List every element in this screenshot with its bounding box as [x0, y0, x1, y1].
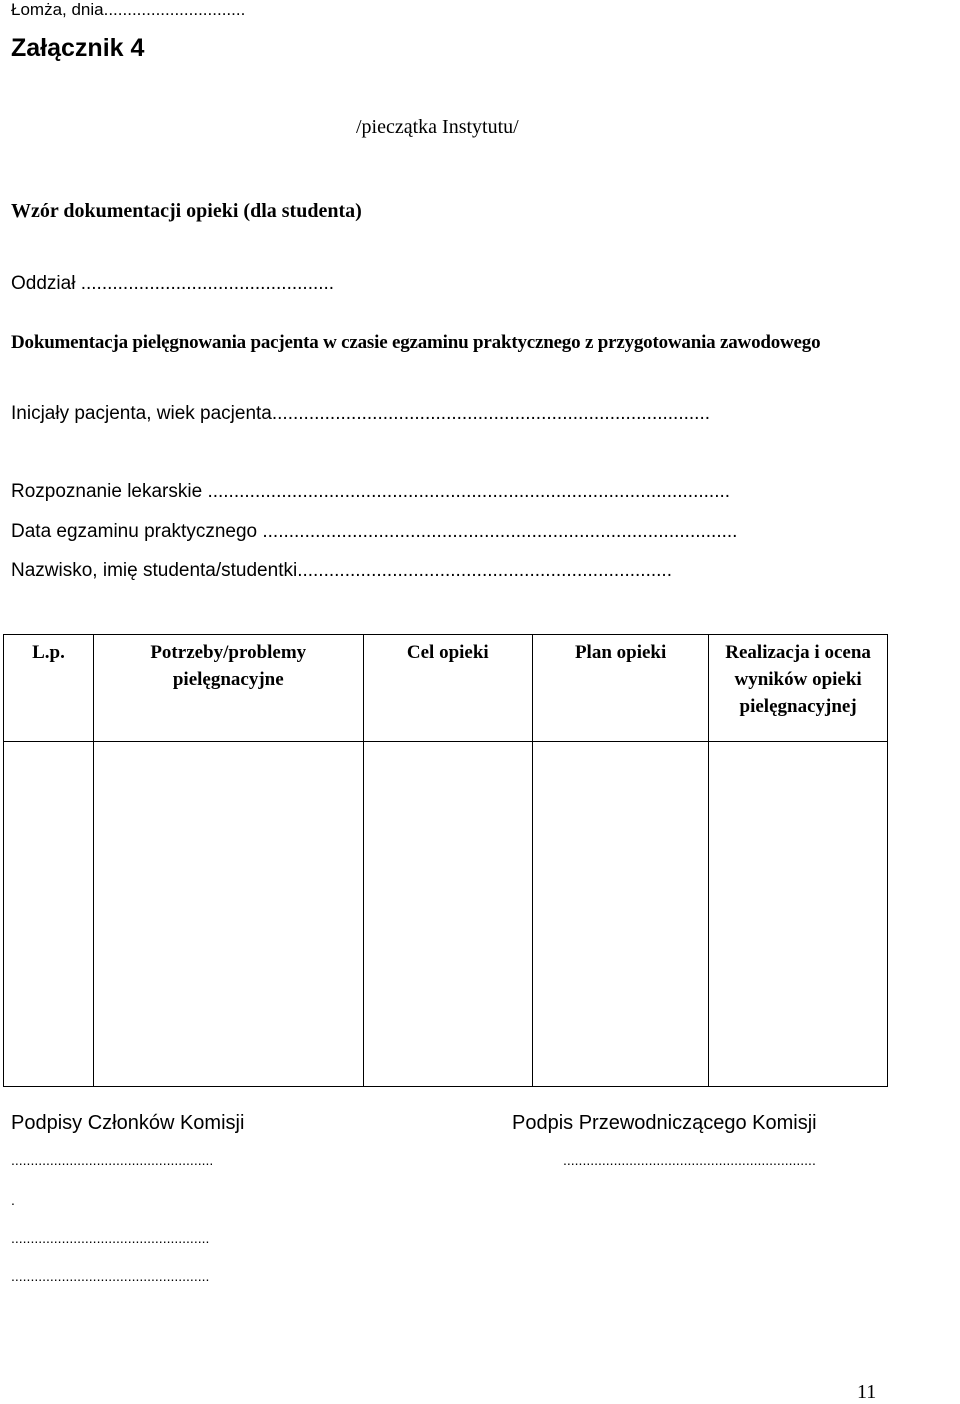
page-number: 11 — [857, 1381, 877, 1403]
table-cell-goal — [363, 742, 532, 1087]
student-name-field: Nazwisko, imię studenta/studentki....................................................................... — [11, 560, 672, 581]
column-header-realization: Realizacja i ocena wyników opieki pielęgnacyjnej — [709, 635, 888, 742]
table-header-row — [4, 635, 888, 742]
column-header-plan: Plan opieki — [533, 635, 709, 742]
department-field: Oddział ................................................ — [11, 273, 335, 294]
document-title: Wzór dokumentacji opieki (dla studenta) — [11, 200, 362, 222]
member-signature-line: .................................................... — [11, 1152, 214, 1168]
table-cell-realization — [709, 742, 888, 1087]
care-documentation-table — [3, 634, 888, 1087]
attachment-heading: Załącznik 4 — [11, 34, 145, 62]
member-signature-line: . — [11, 1192, 15, 1208]
chair-signature-label: Podpis Przewodniczącego Komisji — [512, 1112, 817, 1134]
document-subtitle: Dokumentacja pielęgnowania pacjenta w czasie egzaminu praktycznego z przygotowania zawodowego — [11, 332, 821, 353]
member-signature-line: ................................................... — [11, 1230, 210, 1246]
committee-members-signature-label: Podpisy Członków Komisji — [11, 1112, 245, 1134]
table-cell-plan — [533, 742, 709, 1087]
patient-initials-field: Inicjały pacjenta, wiek pacjenta................................................................................... — [11, 403, 711, 424]
table-cell-needs — [93, 742, 363, 1087]
city-date-line: Łomża, dnia.............................. — [11, 0, 246, 19]
column-header-goal: Cel opieki — [363, 635, 532, 742]
column-header-needs: Potrzeby/problemy pielęgnacyjne — [93, 635, 363, 742]
column-header-lp: L.p. — [4, 635, 94, 742]
table-cell-lp — [4, 742, 94, 1087]
member-signature-line: ................................................... — [11, 1268, 210, 1284]
exam-date-field: Data egzaminu praktycznego .......................................................................................... — [11, 521, 738, 542]
table-row — [4, 742, 888, 1087]
diagnosis-field: Rozpoznanie lekarskie ................................................................................................... — [11, 481, 731, 502]
chair-signature-line: ................................................................. — [563, 1152, 816, 1168]
institute-stamp-label: /pieczątka Instytutu/ — [356, 116, 519, 138]
